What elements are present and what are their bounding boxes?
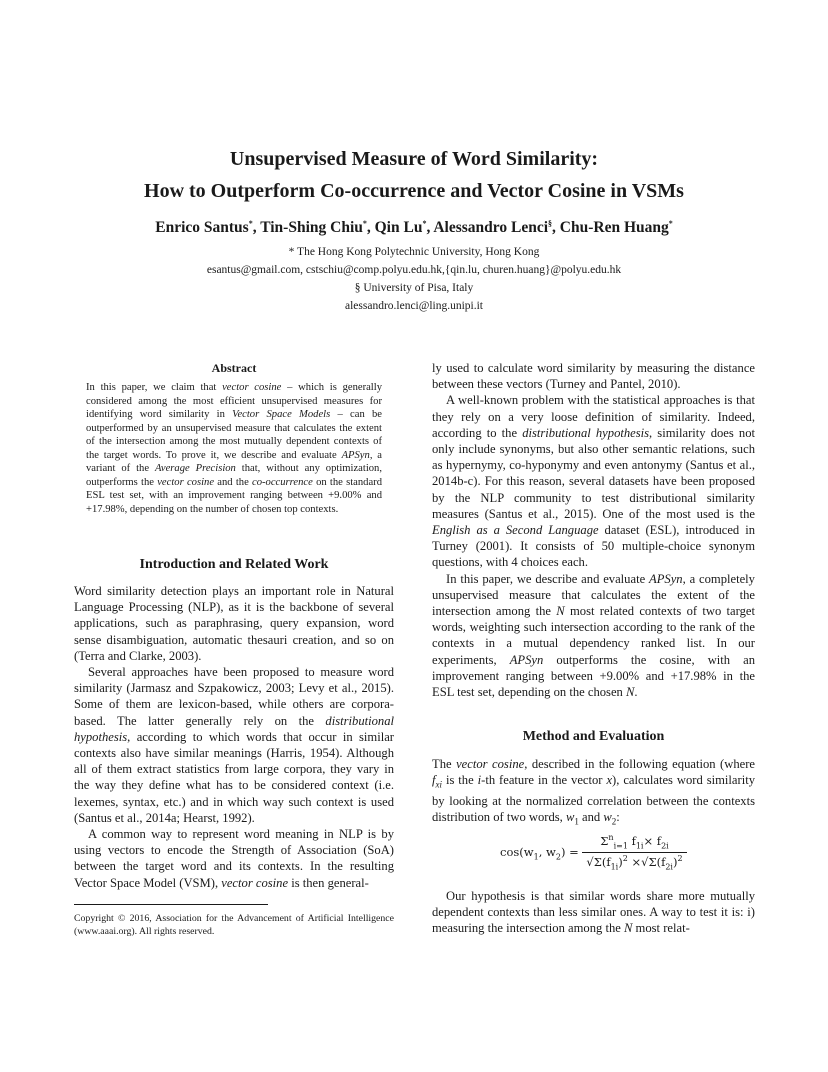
author-name: Chu-Ren Huang (559, 219, 669, 236)
method-text (432, 756, 755, 830)
affiliation-2: § University of Pisa, Italy (354, 282, 474, 294)
author-separator: , (366, 219, 375, 236)
affiliation-1: * The Hong Kong Polytechnic University, Hong Kong (288, 246, 540, 258)
paragraph: In this paper, we describe and evaluate APSyn, a completely unsupervised measure that calculates the extent of the intersection among the N most related contexts of two target words, weighting such intersection according to the rank of the contexts in a mutual dependency ranked list. In our experiments, APSyn outperforms the cosine, with an improvement ranging between +9.00% and +17.98% in the ESL test set, depending on the chosen N. (432, 571, 755, 700)
equation-fraction (582, 834, 686, 872)
equation-numerator: $\Sigma^n_{i=1}$ $f_{1i}\times f_{2i}$ (582, 834, 686, 853)
right-column-text (432, 360, 755, 700)
author-mark: * (422, 218, 427, 228)
section-heading-introduction: Introduction and Related Work (139, 557, 329, 572)
abstract-text: In this paper, we claim that vector cosine – which is generally considered among the most efficient unsupervised measures for identifying word similarity in Vector Space Models – can be outperformed by an unsupervised measure that calculates the extent of the intersection among the most mutually dependent contexts of the target words. To prove it, we describe and evaluate APSyn, a variant of the Average Precision that, without any optimization, outperforms the vector cosine and the co-occurrence on the standard ESL test set, with an improvement ranging between +9.00% and +17.98%, depending on the number of chosen top contexts. (86, 382, 383, 515)
paragraph: Our hypothesis is that similar words share more mutually dependent contexts than less similar ones. A way to test it is: i) measuring the intersection among the N most relat- (432, 889, 755, 936)
author-mark: * (668, 218, 673, 228)
equation-lhs: $\cos(w_1$, $w_2$) = (500, 844, 579, 861)
paper-title-line-1: Unsupervised Measure of Word Similarity: (229, 148, 599, 170)
author-separator: , (426, 219, 434, 236)
paragraph: A well-known problem with the statistical approaches is that they rely on a very loose definition of similarity. Indeed, according to the distributional hypothesis, similarity does not only include synonyms, but also other semantic relations, such as hypernymy, co-hyponymy and even antonymy (Santus et al., 2014b-c). For this reason, several datasets have been proposed by the NLP community to test distributional similarity measures (Santus et al., 2015). One of the most used is the English as a Second Language dataset (ESL), introduced in Turney (2001). It consists of 50 multiple-choice synonym questions, with 4 choices each. (432, 393, 755, 570)
cosine-equation (500, 834, 750, 872)
paragraph: Word similarity detection plays an important role in Natural Language Processing (NLP), as it is the backbone of several applications, such as paraphrasing, query expansion, word sense disambiguation, automatic thesauri creation, and so on (Terra and Clarke, 2003). (74, 584, 394, 663)
author-name: Enrico Santus (155, 219, 249, 236)
author-name: Qin Lu (374, 219, 423, 236)
author-mark: * (248, 218, 253, 228)
author-separator: , (252, 219, 261, 236)
affiliation-emails-1: esantus@gmail.com, cstschiu@comp.polyu.edu.hk,{qin.lu, churen.huang}@polyu.edu.hk (206, 264, 622, 276)
copyright-footnote: Copyright © 2016, Association for the Advancement of Artificial Intelligence (www.aaai.org). All rights reserved. (74, 913, 394, 937)
paper-title-line-2: How to Outperform Co-occurrence and Vector Cosine in VSMs (144, 180, 684, 202)
hypothesis-text (432, 888, 755, 937)
paragraph: A common way to represent word meaning in NLP is by using vectors to encode the Strength of Association (SoA) between the target word and its contexts. In the resulting Vector Space Model (VSM), vector cosine is then general- (74, 827, 394, 890)
author-mark: * (362, 218, 367, 228)
paragraph: Several approaches have been proposed to measure word similarity (Jarmasz and Szpakowicz, 2003; Levy et al., 2015). Some of them are lexicon-based, while others are corpora-based. The latter generally rely on the distributional hypothesis, according to which words that occur in similar contexts also have similar meanings (Harris, 1954). Although all of them extract statistics from large corpora, they vary in the way they define what has to be considered context (i.e. lexemes, syntax, etc.) and in which way such context is used (Santus et al., 2014a; Hearst, 1992). (74, 665, 394, 825)
section-heading-method: Method and Evaluation (522, 729, 665, 744)
author-list (0, 219, 828, 237)
author-separator: , (552, 219, 560, 236)
footnote-rule (74, 904, 268, 905)
paragraph: The vector cosine, described in the following equation (where $f_{xi}$ is the i-th feature in the vector x), calculates word similarity by looking at the normalized correlation between the contexts distribution of two words, $w_1$ and $w_2$: (432, 757, 755, 827)
author-name: Tin-Shing Chiu (260, 219, 363, 236)
affiliation-email-2: alessandro.lenci@ling.unipi.it (344, 300, 484, 312)
author-name: Alessandro Lenci (433, 219, 549, 236)
paragraph: ly used to calculate word similarity by measuring the distance between these vectors (Turney and Pantel, 2010). (432, 361, 755, 392)
abstract-heading: Abstract (211, 361, 257, 375)
introduction-text (74, 583, 394, 891)
equation-denominator: $√\Sigma(f_{1i})^2 \times√\Sigma(f_{2i})^2$ (586, 854, 683, 872)
author-mark: § (548, 218, 553, 228)
